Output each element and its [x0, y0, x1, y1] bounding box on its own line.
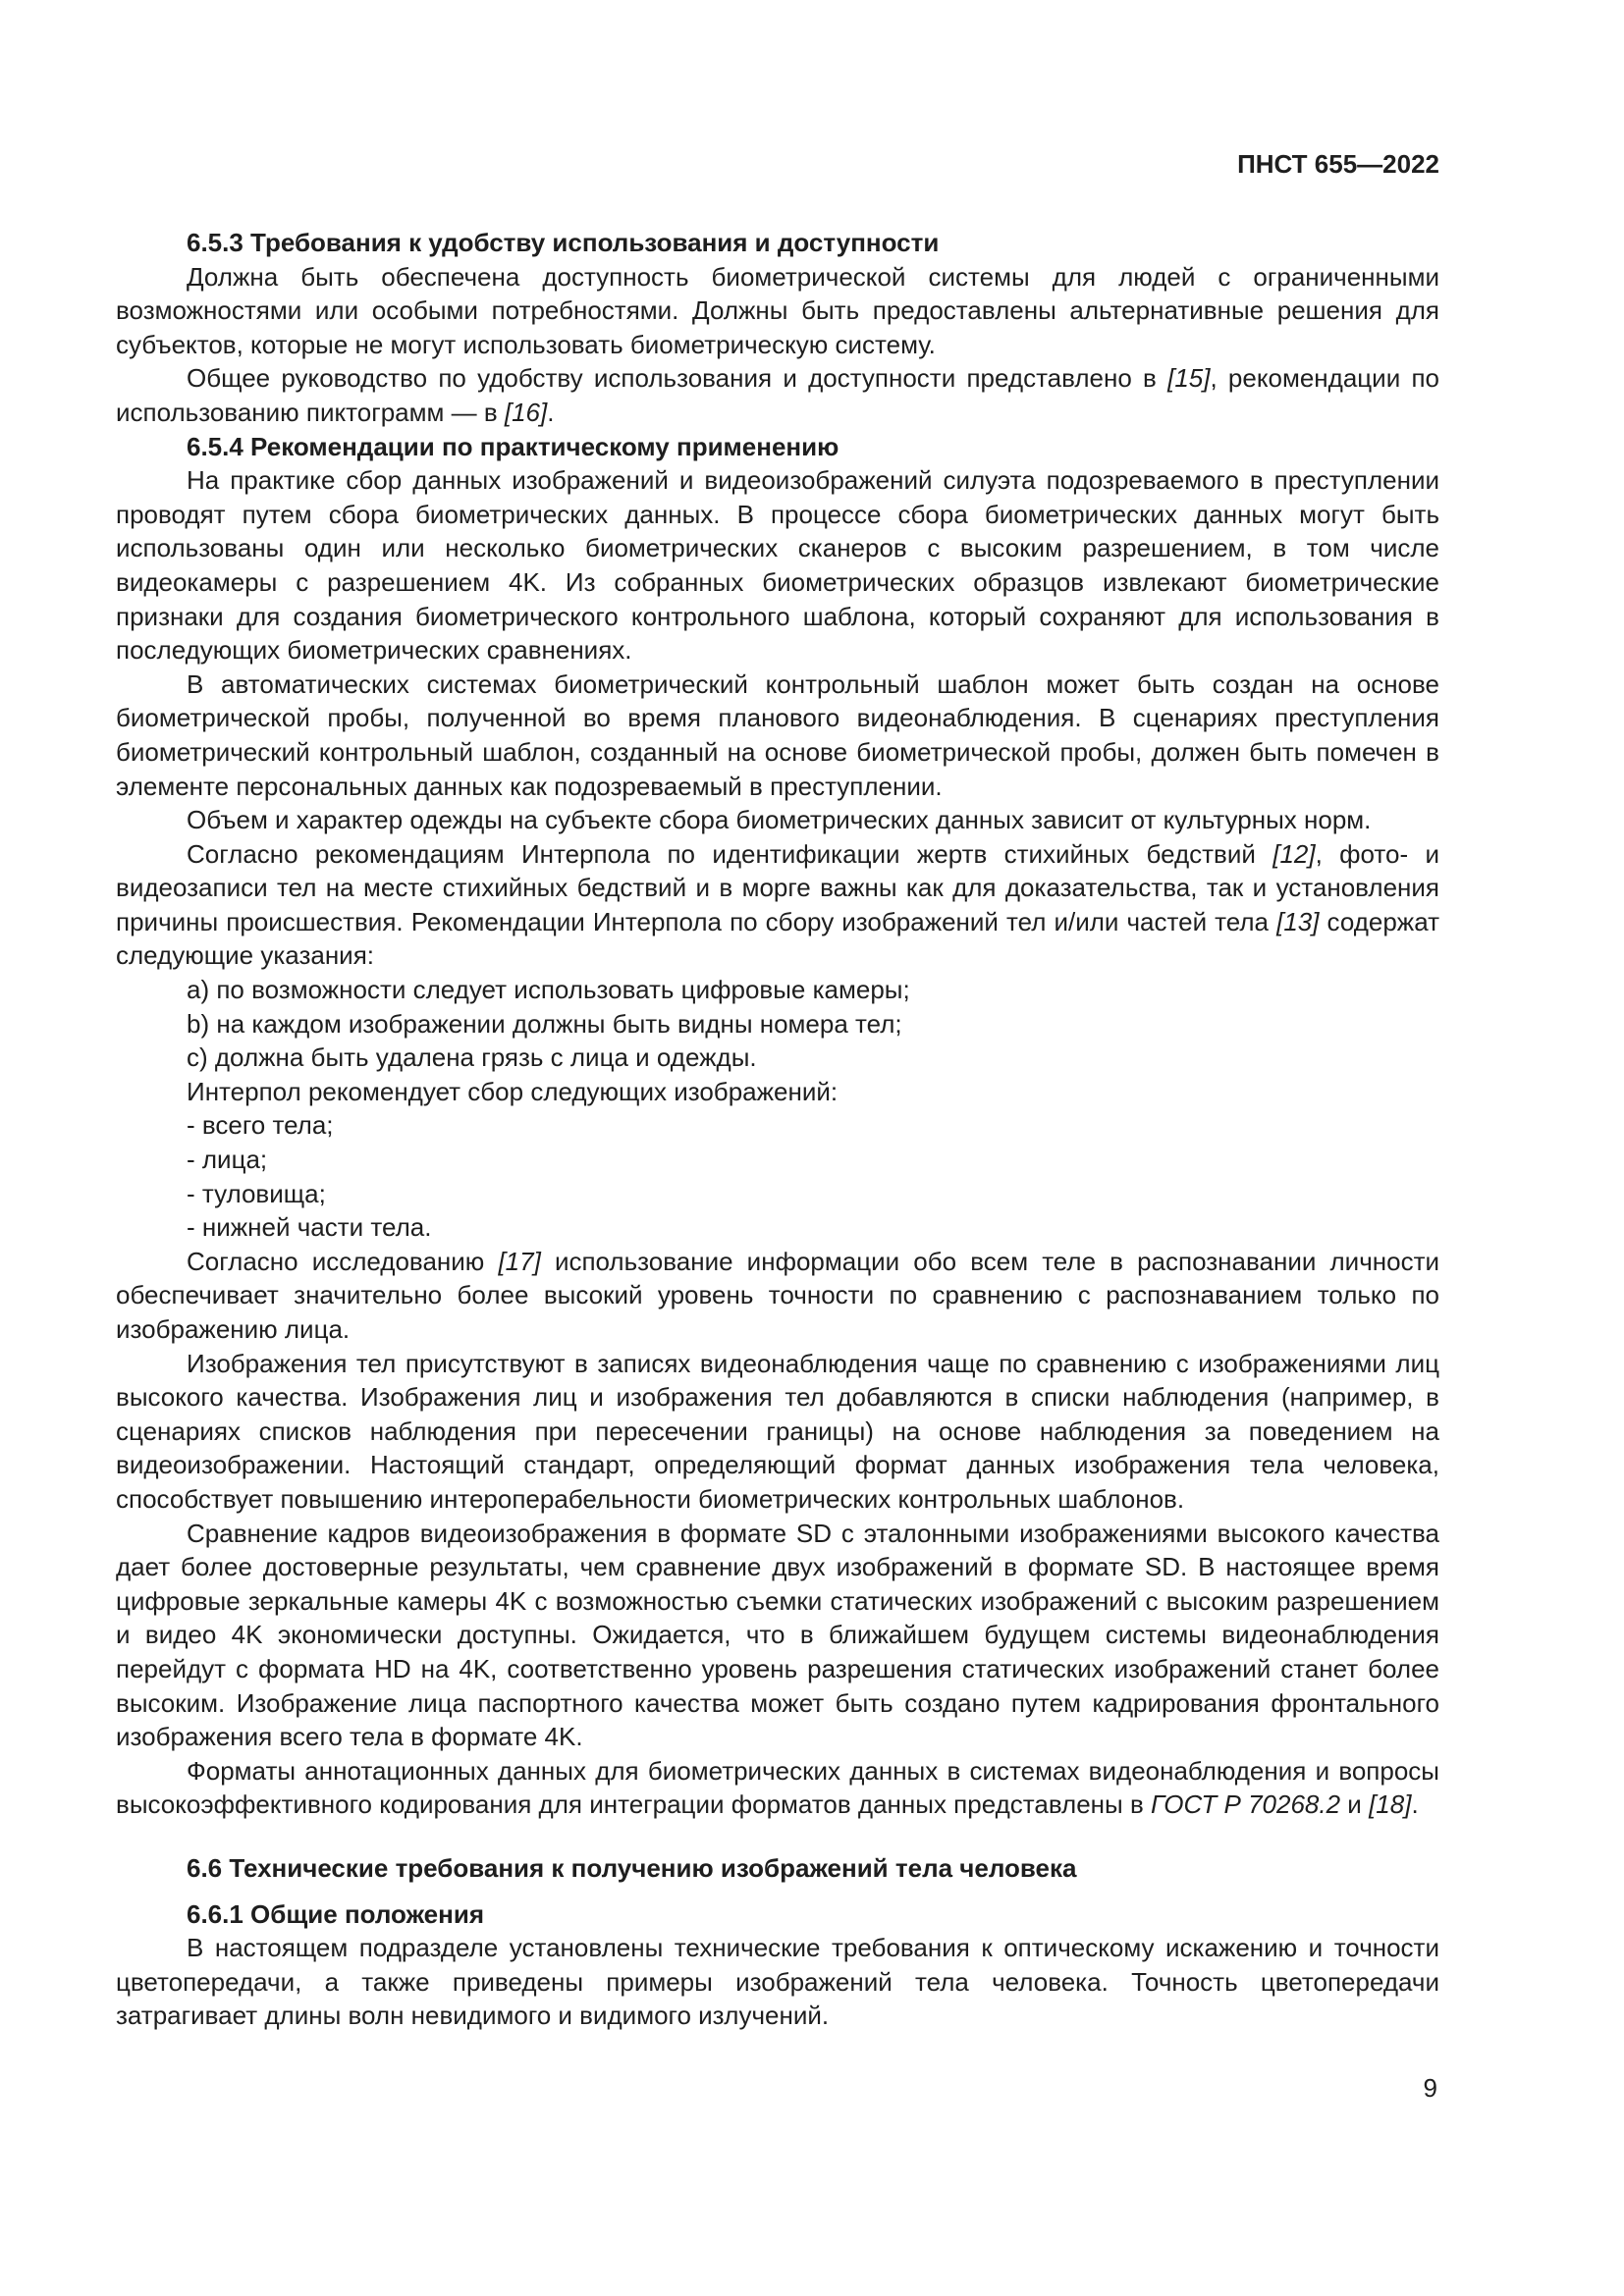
text-run: .	[547, 397, 555, 427]
paragraph: Должна быть обеспечена доступность биометрической системы для людей с ограниченными возможностями или особыми потребностями. Должны быть предоставлены альтернативные решения для субъектов, которые не могут использовать биометрическую систему.	[116, 261, 1439, 359]
list-item: - всего тела;	[187, 1110, 334, 1141]
reference: [15]	[1167, 363, 1211, 394]
paragraph	[116, 361, 1439, 429]
paragraph: Объем и характер одежды на субъекте сбора биометрических данных зависит от культурных норм.	[187, 805, 1372, 835]
text-run: Общее руководство по удобству использования и доступности представлено в	[187, 363, 1168, 394]
paragraph	[116, 1245, 1439, 1347]
reference: [18]	[1369, 1789, 1412, 1820]
paragraph: Интерпол рекомендует сбор следующих изображений:	[187, 1076, 839, 1106]
text-run: и	[1340, 1789, 1370, 1820]
reference: [13]	[1276, 906, 1320, 936]
page-body	[116, 226, 1439, 2033]
text-run: Согласно рекомендациям Интерпола по идентификации жертв стихийных бедствий	[187, 838, 1273, 869]
paragraph: Изображения тел присутствуют в записях видеонаблюдения чаще по сравнению с изображениями лиц высокого качества. Изображения лиц и изображения тел добавляются в списки наблюдения (например, в сценариях списков наблюдения при пересечении границы) на основе наблюдения за поведением на видеоизображении. Настоящий стандарт, определяющий формат данных изображения тела человека, способствует повышению интероперабельности биометрических контрольных шаблонов.	[116, 1348, 1439, 1514]
list-item: - нижней части тела.	[187, 1212, 432, 1243]
heading-6-5-4: 6.5.4 Рекомендации по практическому применению	[187, 431, 839, 461]
text-run: .	[1411, 1789, 1419, 1820]
paragraph	[116, 1754, 1439, 1822]
reference: ГОСТ Р 70268.2	[1151, 1789, 1341, 1820]
paragraph	[116, 837, 1439, 973]
reference: [17]	[498, 1246, 541, 1276]
list-item: - лица;	[187, 1145, 268, 1175]
reference: [16]	[504, 397, 548, 427]
paragraph: На практике сбор данных изображений и видеоизображений силуэта подозреваемого в преступлении проводят путем сбора биометрических данных. В процессе сбора биометрических данных могут быть использованы один или несколько биометрических сканеров с высоким разрешением, в том числе видеокамеры с разрешением 4K. Из собранных биометрических образцов извлекают биометрические признаки для создания биометрического контрольного шаблона, который сохраняют для использования в последующих биометрических сравнениях.	[116, 465, 1439, 666]
paragraph: Сравнение кадров видеоизображения в формате SD с эталонными изображениями высокого качества дает более достоверные результаты, чем сравнение двух изображений в формате SD. В настоящее время цифровые зеркальные камеры 4K с возможностью съемки статических изображений с высоким разрешением и видео 4K экономически доступны. Ожидается, что в ближайшем будущем системы видеонаблюдения перейдут с формата HD на 4K, соответственно уровень разрешения статических изображений станет более высоким. Изображение лица паспортного качества может быть создано путем кадрирования фронтального изображения всего тела в формате 4K.	[116, 1518, 1439, 1752]
reference: [12]	[1272, 838, 1316, 869]
document-code: ПНСТ 655—2022	[1237, 149, 1439, 179]
text-run: Форматы аннотационных данных для биометрических данных в системах видеонаблюдения и вопросы высокоэффективного кодирования для интеграции форматов данных представлены в	[116, 1755, 1439, 1820]
heading-6-6: 6.6 Технические требования к получению изображений тела человека	[187, 1852, 1077, 1883]
heading-6-5-3: 6.5.3 Требования к удобству использования и доступности	[187, 228, 940, 257]
text-run: , фото- и видеозаписи тел на месте стихийных бедствий и в морге важны как для доказательства, так и установления причины происшествия. Рекомендации Интерпола по сбору изображений тел и/или частей тела	[116, 838, 1439, 936]
text-run: содержат следующие указания:	[116, 906, 1439, 971]
text-run: использование информации обо всем теле в распознавании личности обеспечивает значительно более высокий уровень точности по сравнению с распознаванием только по изображению лица.	[116, 1246, 1440, 1344]
list-item: c) должна быть удалена грязь с лица и одежды.	[187, 1042, 757, 1073]
list-item: a) по возможности следует использовать цифровые камеры;	[187, 975, 910, 1005]
paragraph: В автоматических системах биометрический контрольный шаблон может быть создан на основе биометрической пробы, полученной во время планового видеонаблюдения. В сценариях преступления биометрический контрольный шаблон, созданный на основе биометрической пробы, должен быть помечен в элементе персональных данных как подозреваемый в преступлении.	[116, 668, 1439, 801]
list-item: b) на каждом изображении должны быть видны номера тел;	[187, 1008, 902, 1039]
text-run: , рекомендации по использованию пиктограмм — в	[116, 363, 1439, 427]
page-number: 9	[1423, 2073, 1437, 2103]
list-item: - туловища;	[187, 1178, 326, 1208]
paragraph: В настоящем подразделе установлены технические требования к оптическому искажению и точности цветопередачи, а также приведены примеры изображений тела человека. Точность цветопередачи затрагивает длины волн невидимого и видимого излучений.	[116, 1933, 1439, 2031]
text-run: Согласно исследованию	[187, 1246, 499, 1276]
heading-6-6-1: 6.6.1 Общие положения	[187, 1898, 484, 1929]
